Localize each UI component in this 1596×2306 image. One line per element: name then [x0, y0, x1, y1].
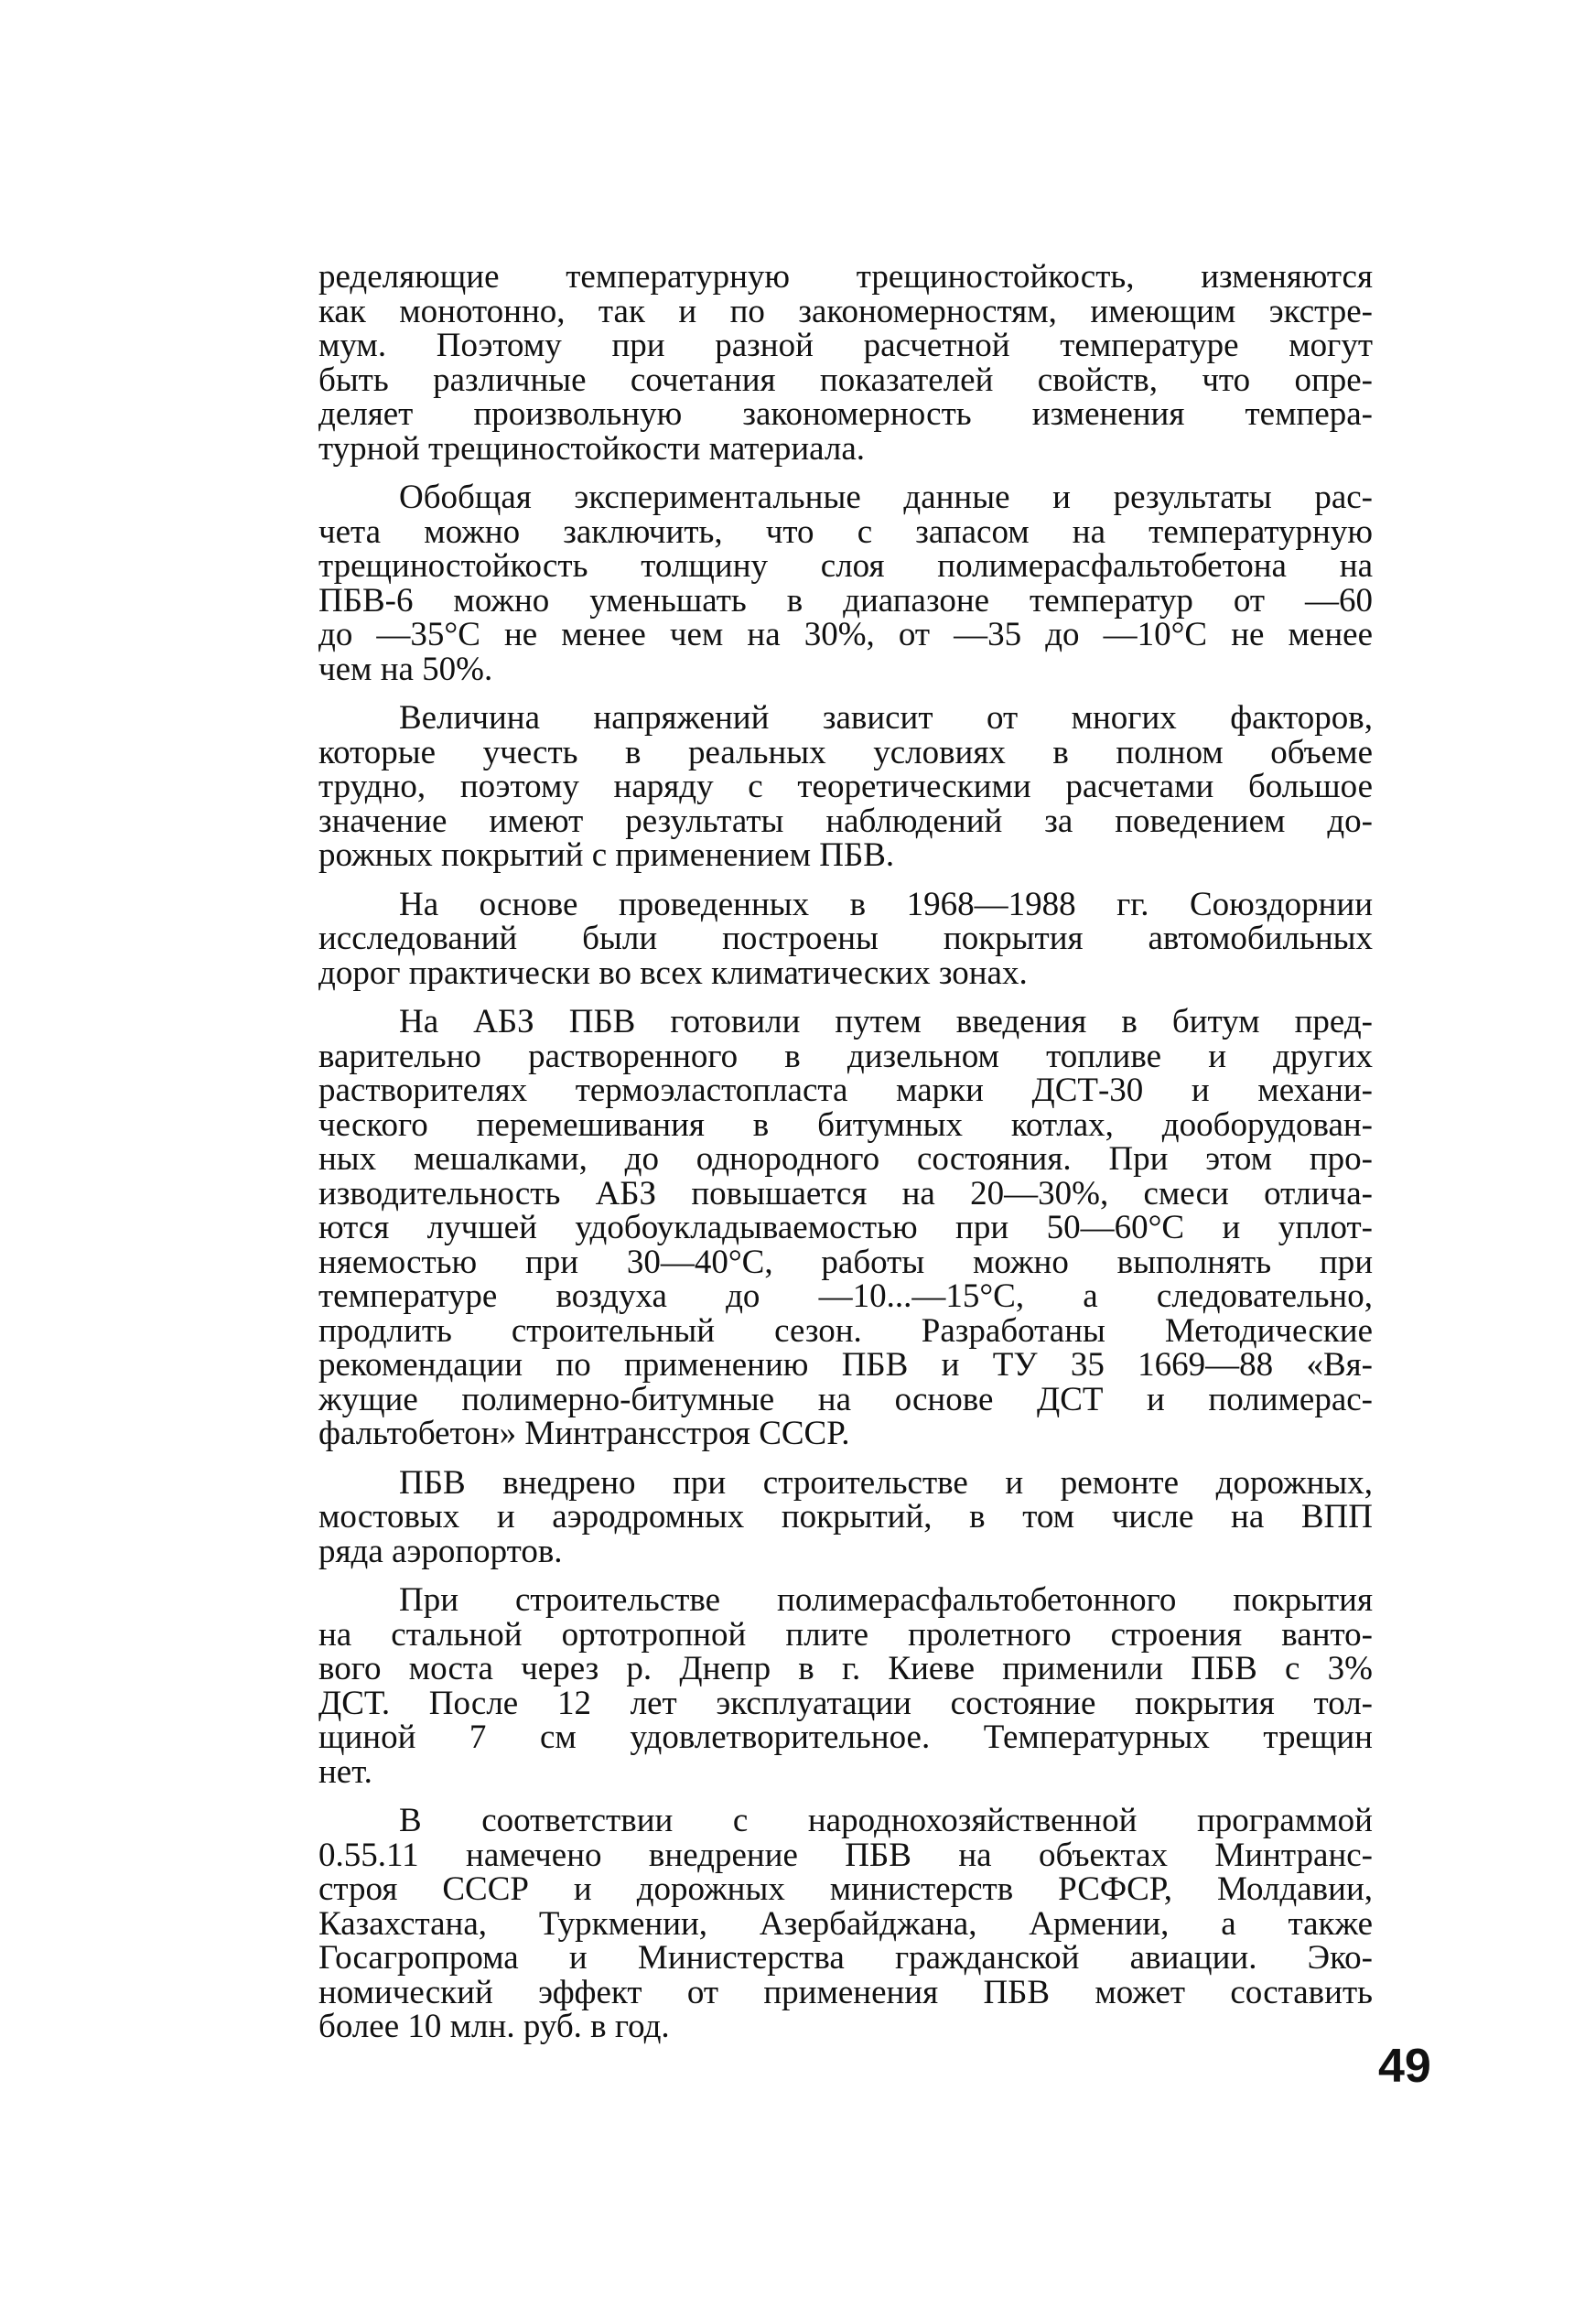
text-line: ческого перемешивания в битумных котлах, дооборудован- [318, 1105, 1373, 1144]
text-line: деляет произвольную закономерность изменения темпера- [318, 395, 1373, 433]
text-line: нет. [318, 1752, 372, 1791]
text-line: дорог практически во всех климатических зонах. [318, 954, 1028, 992]
text-line: чета можно заключить, что с запасом на температурную [318, 512, 1373, 551]
text-line: Госагропрома и Министерства гражданской авиации. Эко- [318, 1939, 1373, 1977]
text-line: Казахстана, Туркмении, Азербайджана, Армении, а также [318, 1904, 1373, 1943]
text-line: 0.55.11 намечено внедрение ПБВ на объектах Минтранс- [318, 1836, 1373, 1874]
text-line: значение имеют результаты наблюдений за поведением до- [318, 802, 1373, 840]
text-line: рожных покрытий с применением ПБВ. [318, 836, 895, 874]
text-line: мум. Поэтому при разной расчетной температуре могут [318, 327, 1373, 364]
text-line: которые учесть в реальных условиях в полном объеме [318, 733, 1373, 771]
text-line: ПБВ внедрено при строительстве и ремонте дорожных, [399, 1463, 1373, 1502]
paragraph-6 [318, 1463, 1373, 1570]
text-line: исследований были построены покрытия автомобильных [318, 920, 1373, 957]
paragraph-3 [318, 701, 1373, 873]
text-line: ются лучшей удобоукладываемостью при 50—60°С и уплот- [318, 1209, 1373, 1246]
page-number: 49 [1378, 2040, 1431, 2093]
text-line: ряда аэропортов. [318, 1532, 563, 1570]
text-line: варительно растворенного в дизельном топливе и других [318, 1037, 1373, 1075]
text-line: ДСТ. После 12 лет эксплуатации состояние покрытия тол- [318, 1684, 1373, 1722]
text-line: изводительность АБЗ повышается на 20—30%, смеси отлича- [318, 1174, 1373, 1212]
text-line: быть различные сочетания показателей свойств, что опре- [318, 361, 1373, 399]
text-line: ПБВ-6 можно уменьшать в диапазоне температур от —60 [318, 581, 1373, 620]
text-line: щиной 7 см удовлетворительное. Температурных трещин [318, 1719, 1373, 1756]
page-body [318, 260, 1373, 2059]
text-line: чем на 50%. [318, 650, 493, 688]
text-line: ределяющие температурную трещиностойкость, изменяются [318, 258, 1373, 296]
text-line: более 10 млн. руб. в год. [318, 2008, 670, 2045]
text-line: мостовых и аэродромных покрытий, в том числе на ВПП [318, 1498, 1373, 1536]
text-line: номический эффект от применения ПБВ может составить [318, 1973, 1373, 2011]
text-line: ных мешалками, до однородного состояния. При этом про- [318, 1140, 1373, 1178]
paragraph-5 [318, 1005, 1373, 1451]
text-line: Величина напряжений зависит от многих факторов, [399, 699, 1373, 737]
text-line: продлить строительный сезон. Разработаны Методические [318, 1311, 1373, 1350]
text-line: На основе проведенных в 1968—1988 гг. Союздорнии [399, 885, 1373, 923]
text-line: вого моста через р. Днепр в г. Киеве применили ПБВ с 3% [318, 1650, 1373, 1687]
paragraph-8 [318, 1804, 1373, 2044]
text-line: Обобщая экспериментальные данные и результаты рас- [399, 479, 1373, 516]
paragraph-1 [318, 260, 1373, 466]
text-line: жущие полимерно-битумные на основе ДСТ и полимерас- [318, 1380, 1373, 1418]
text-line: трещиностойкость толщину слоя полимерасфальтобетона на [318, 547, 1373, 585]
text-line: На АБЗ ПБВ готовили путем введения в битум пред- [399, 1003, 1373, 1040]
text-line: турной трещиностойкости материала. [318, 429, 866, 468]
text-line: фальтобетон» Минтрансстроя СССР. [318, 1415, 850, 1452]
paragraph-4 [318, 885, 1373, 992]
text-line: как монотонно, так и по закономерностям, имеющим экстре- [318, 292, 1373, 330]
text-line: на стальной ортотропной плите пролетного строения ванто- [318, 1615, 1373, 1654]
text-line: строя СССР и дорожных министерств РСФСР, Молдавии, [318, 1870, 1373, 1908]
text-line: рекомендации по применению ПБВ и ТУ 35 1669—88 «Вя- [318, 1346, 1373, 1384]
text-line: няемостью при 30—40°С, работы можно выполнять при [318, 1243, 1373, 1281]
text-line: трудно, поэтому наряду с теоретическими расчетами большое [318, 768, 1373, 805]
text-line: до —35°С не менее чем на 30%, от —35 до —10°С не менее [318, 616, 1373, 653]
text-line: температуре воздуха до —10...—15°С, а следовательно, [318, 1277, 1373, 1315]
text-line: В соответствии с народнохозяйственной программой [399, 1802, 1373, 1839]
paragraph-7 [318, 1583, 1373, 1789]
text-line: При строительстве полимерасфальтобетонного покрытия [399, 1581, 1373, 1619]
text-line: растворителях термоэластопласта марки ДСТ-30 и механи- [318, 1072, 1373, 1109]
paragraph-2 [318, 480, 1373, 686]
